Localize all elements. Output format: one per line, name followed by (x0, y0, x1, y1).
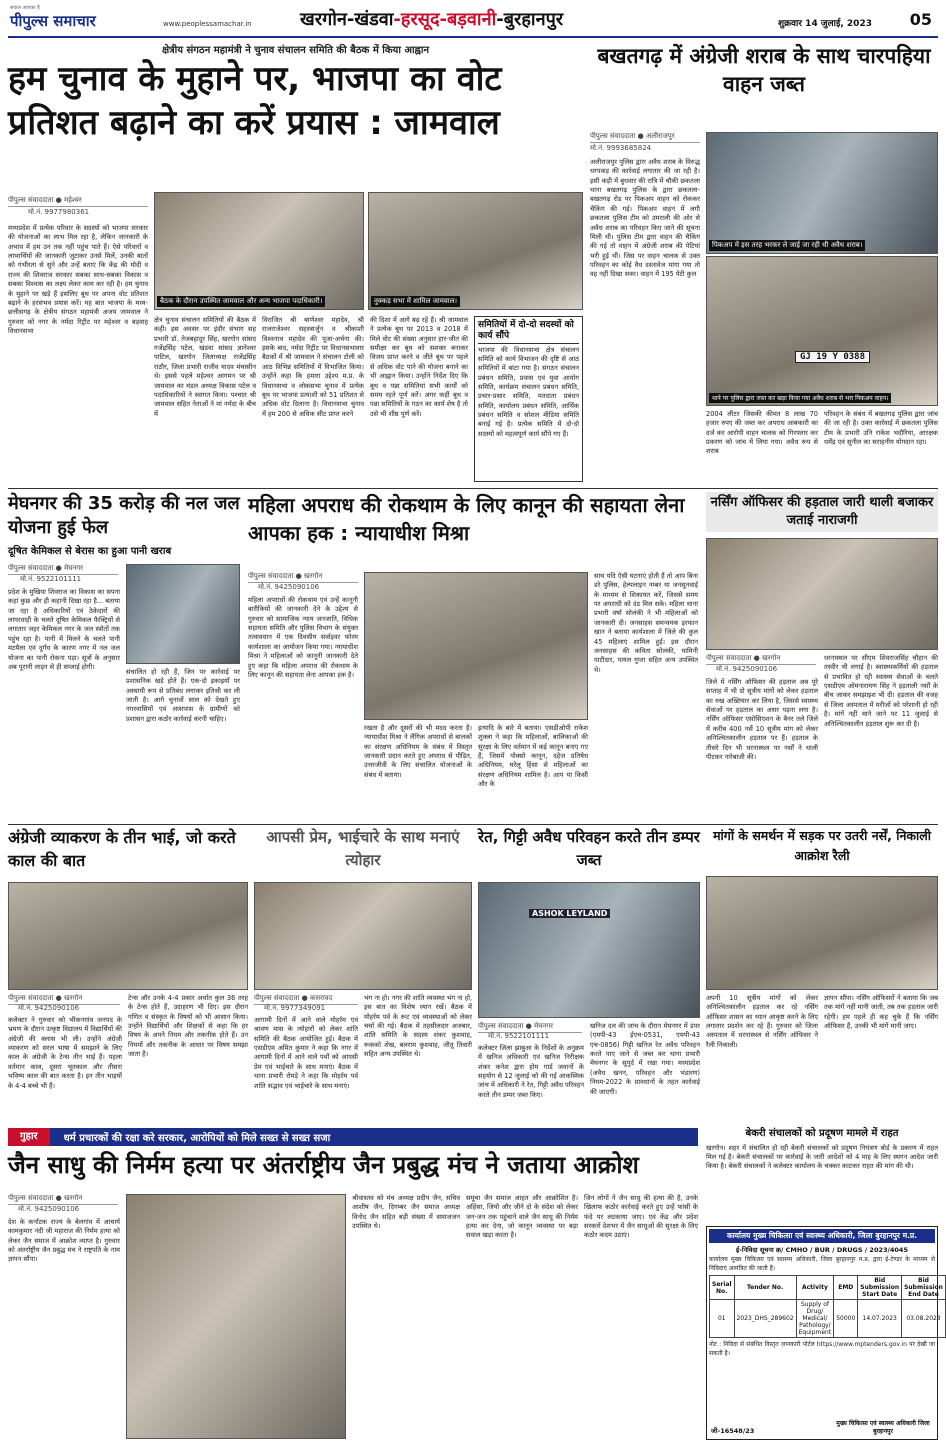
lead-mobile: मो.नं. 9977980361 (28, 208, 90, 216)
th-serial: Serial No. (710, 1276, 735, 1300)
jain-headline[interactable]: जैन साधु की निर्मम हत्या पर अंतर्राष्ट्रीय जैन प्रबुद्ध मंच ने जताया आक्रोश (8, 1151, 639, 1179)
lead-sidebox (474, 316, 583, 482)
lead-headline[interactable]: हम चुनाव के मुहाने पर, भाजपा का वोट प्रतिशत बढ़ाने का करें प्रयास : जामवाल (8, 59, 502, 143)
guhar-text: धर्म प्रचारकों की रक्षा करे सरकार, आरोपियों को मिले सख्त से सख्त सजा (63, 1133, 331, 1144)
rally-text: अपनी 10 सूत्रीय मांगों को लेकर अनिश्चितकालीन हड़ताल कर रहे नर्सिंग ऑफिसर शासन का ध्यान आकृष्ट करने के लिए लगातार प्रदर्शन कर रहे हैं। गुरुवार को जिला अस्पताल में धरनास्थल से नर्सिंग ऑफिसर ने रैली निकाली। (706, 994, 818, 1049)
tender-sign: मुख्य चिकित्सा एवं स्वास्थ्य अधिकारी जिला बुरहानपुर (836, 1420, 930, 1435)
bakery-story (706, 1128, 938, 1224)
td-start: 14.07.2023 (858, 1300, 902, 1338)
court-col-3: इत्यादि के बारे में बताया। एसडीओपी राकेश शुक्ला ने कहा कि महिलाओं, बालिकाओं की सुरक्षा के लिए वर्तमान में कई कानून बनाए गए हैं, जिसमें पोक्सो कानून, दहेज प्रतिषेध अधिनियम, घरेलू हिंसा से महिलाओं का संरक्षण अधिनियम शामिल है। आप या किसी और के (478, 724, 588, 789)
grammar-headline[interactable]: अंग्रेजी व्याकरण के तीन भाई, जो करते काल की बात (8, 828, 236, 871)
rally-story (706, 826, 938, 1126)
lead-kicker: क्षेत्रीय संगठन महामंत्री ने चुनाव संचालन समिति की बैठक में किया आह्वान (161, 45, 430, 56)
tender-code: जी-16548/23 (711, 1427, 755, 1435)
peace-mobile: मो.नं. 9977349091 (264, 1004, 326, 1012)
truck-brand: ASHOK LEYLAND (529, 909, 610, 918)
th-end: Bid Submission End Date (902, 1276, 946, 1300)
nurse-text: जिले में नर्सिंग ऑफिसर की हड़ताल अब पूरे सप्ताह में भी दो सूत्रीय मांगों को लेकर हड़ताल का रुख अख्तियार कर लिया है, जिससे स्वास्थ्य सेवाओं पर हड़ताल का असर पड़ना लगा है। नर्सिंग ऑफिसर एसोसिएशन के बैनर तले जिले में करीब 400 नर्से 10 सूत्रीय मांग को लेकर अनिश्चितकालीन हड़ताल पर हैं। हड़ताल के तीसरे दिन भी धरनास्थल पर नर्सों ने थाली पीटकर नारेबाजी की। (706, 678, 818, 761)
th-tender: Tender No. (734, 1276, 796, 1300)
court-byline: पीपुल्स संवाददाता ● खरगोन (248, 572, 358, 583)
region-burhanpur: बुरहानपुर (503, 9, 564, 30)
td-tender: 2023_DHS_289602 (734, 1300, 796, 1338)
td-serial: 01 (710, 1300, 735, 1338)
region-barwani: बड़वानी (447, 9, 497, 30)
liquor-text: अलीराजपुर पुलिस द्वारा अवैध शराब के विरुद्ध धरपकड़ की कार्रवाई लगातार की जा रही है। इसी कड़ी में बुधवार की रात्रि में चौकी छकतला थाना बखतगढ़ पुलिस के द्वारा छकतला-बखतगढ़ रोड पर पिकअप वाहन को रोककर चैकिंग की गई। पिकअप वाहन में लगी छकतला पुलिस टीम को उमराली की ओर से अवैध शराब का परिवहन किए जाने की सूचना मिली थी। पुलिस टीम द्वारा वाहन की चैकिंग की गई तो वाहन में अंग्रेजी शराब की पेटियां भरी हुई थीं। जिस पर वाहन चालक से उक्त परिवहन का कोई वैध दस्तावेज मांगा गया तो वह नहीं दिखा सका। वाहन में 195 पेटी कुल (590, 158, 700, 279)
megh-byline: पीपुल्स संवाददाता ● मेघनगर (8, 564, 118, 575)
liquor-photo-vehicle[interactable] (706, 256, 938, 406)
lead-box-text: भाजपा की विधानसभा क्षेत्र संचालन समिति को कार्य विभाजन की दृष्टि से आठ समितियों में बांटा गया है। संगठन संचालन प्रबंधन समिति, प्रवास एवं युवा आयोग समिति, कार्यक्रम संचालन प्रबंधन समिति, प्रचार-प्रसार समिति, मतदाता प्रबंधन समिति, कार्यालय प्रबंधन समिति, आर्थिक प्रबंधन समिति व सोशल मीडिया समिति बनाई गई है। प्रत्येक समिति में दो-दो सदस्यों को महत्वपूर्ण कार्य सौंपे गए हैं। (478, 345, 579, 438)
jain-col-2: श्रीवास्तव को मंच अध्यक्ष प्रदीप जैन, सचिव आशीष जैन, दिगम्बर जैन समाज अध्यक्ष विनोद जैन सहित बड़ी संख्या में समाजजन उपस्थित थे। (352, 1194, 460, 1231)
jain-byline: पीपुल्स संवाददाता ● खरगोन (8, 1194, 118, 1205)
tender-desc: कार्यालय मुख्य चिकित्सा एवं स्वास्थ्य अधिकारी, जिला बुरहानपुर म.प्र. द्वारा ई-टेण्डर के माध्यम से निविदाएं आमंत्रित की जाती हैं। (709, 1256, 935, 1272)
tender-table (709, 1275, 946, 1338)
liquor-text-3: परिवहन के संबंध में बखतगढ़ पुलिस द्वारा जांच की जा रही है। उक्त कार्रवाई में छकतला पुलिस टीम के प्रभारी उनि राकेश भदौरिया, आरक्षक धर्मेंद्र एवं सुनील का सराहनीय योगदान रहा। (824, 410, 938, 447)
region-khargone: खरगोन (300, 9, 347, 30)
tender-notice (706, 1226, 943, 1440)
logo-tagline: सवाल आपका है (10, 5, 40, 11)
grammar-mobile: मो.नं. 9425090106 (18, 1004, 80, 1012)
tender-table-header (710, 1276, 946, 1300)
sand-mobile: मो.नं. 9522101111 (488, 1032, 550, 1040)
rally-photo-nurses[interactable] (706, 876, 938, 990)
nurse-text-2: धरनास्थल पर सीएम शिवराजसिंह चौहान की तस्वीर भी लगाई है। स्वास्थ्यकर्मियों की हड़ताल से प्रभावित हो रही स्वास्थ्य सेवाओं के चलते एसडीएम ओमनारायण सिंह ने इड़ताली नर्सों के बीच जाकर समझाइश भी दी। हड़ताल की वजह से जिला अस्पताल में मरीजों को परेशानी हो रही है। मांगें नहीं माने जाने पर 11 जुलाई से अनिश्चितकालीन हड़ताल शुरू कर दी है। (824, 654, 938, 728)
liquor-byline: पीपुल्स संवाददाता ● अलीराजपुर (590, 132, 700, 143)
logo[interactable] (8, 5, 158, 32)
lead-story (8, 42, 583, 482)
lead-col-2: क्षेत्र चुनाव संचालन समितियों की बैठक में कही। इस अवसर पर इंदौर संभाग सह प्रभारी डॉ. तेजबहादुर सिंह, खरगोन सांसद गजेंद्रसिंह पटेल, खंडवा सांसद ज्ञानेश्वर पाटिल, खरगोन जिलाध्यक्ष राजेंद्रसिंह राठौर, जिला प्रभारी राजीव यादव मंचासीन थे। इससे पहले महेश्वर आगमन पर श्री जामवाल का मंडल अध्यक्ष विकास पटेल व पदाधिकारियों ने स्वागत किया। पश्चात श्री जामवाल सहित नेताओं ने मां नर्मदा के बीच में (154, 316, 256, 418)
nurse-byline: पीपुल्स संवाददाता ● खरगोन (706, 654, 816, 665)
tender-note[interactable]: नोट : निविदा से संबंधित विस्तृत जानकारी पोर्टल https://www.mptenders.gov.in पर देखी जा सकती है। (709, 1341, 935, 1357)
sand-text-2: खनिज दल की जांच के दौरान मेघनगर में डंपर (एमपी-43 ईएच-0531, एमपी-43 एच-0856) गिट्टी खनिज रेत अवैध परिवहन करते पाए जाने से जब्त कर थाना प्रभारी मेघनगर के सुपुर्द में रखा गया। मध्यप्रदेश (अवैध खनन, परिवहन और भंडारण) नियम-2022 के प्रावधानों के तहत कार्रवाई की जाएगी। (590, 1022, 700, 1096)
court-col-1: महिला अपराधों की रोकथाम एवं उन्हें कानूनी बारीकियों की जानकारी देने के उद्देश्य से गुरुवार को सामाजिक न्याय जनजाति, विधिक सहायता समिति और पुलिस विभाग के संयुक्त तत्वावधान में एक दिवसीय सर्वाइवर फोरम कार्यशाला का आयोजन किया गया। न्यायाधीश मिश्रा ने महिलाओं को कानूनी जानकारी देते हुए कहा कि महिला अपराध की रोकथाम के लिए कानून की सहायता लेना आपका हक है। (248, 596, 358, 679)
grammar-photo-class[interactable] (8, 882, 248, 990)
court-mobile: मो.नं. 9425090106 (258, 583, 320, 591)
lead-box-title: समितियों में दो-दो सदस्यों को कार्य सौंपे (478, 320, 579, 344)
peace-headline[interactable]: आपसी प्रेम, भाईचारे के साथ मनाएं त्योहार (266, 828, 460, 869)
court-headline[interactable]: महिला अपराध की रोकथाम के लिए कानून की सहायता लेना आपका हक : न्यायाधीश मिश्रा (248, 493, 685, 545)
bakery-headline[interactable]: बेकरी संचालकों को प्रदूषण मामले में राहत (745, 1128, 899, 1139)
liquor-caption-2: थाने पर पुलिस द्वारा जब्त कर खड़ा किया गया अवैध शराब से भरा पिकअप वाहन। (709, 393, 891, 403)
court-photo-workshop[interactable] (364, 572, 588, 720)
court-col-4: साथ यदि ऐसी घटनाएं होती हैं तो आप बिना डरे पुलिस, हेल्पलाइन नम्बर या जनसुनवाई के माध्यम से शिकायत करें, जिससे समय पर अपराधी को दंड मिल सके। महिला थाना प्रभारी वर्षा सोलंकी ने भी महिलाओं को जानकारी दी। जनसाहस समन्वयक इरफान खान ने बताया कार्यशाला में जिले की कुल 45 महिलाएं शामिल हुईं। इस दौरान जनसाहस की कविता सोलंकी, यामिनी पाटीदार, पायल गुप्ता सहित अन्य उपस्थित थे। (594, 572, 698, 674)
lead-caption-1: बैठक के दौरान उपस्थित जामवाल और अन्य भाजपा पदाधिकारी। (157, 296, 325, 307)
sand-headline[interactable]: रेत, गिट्टी अवैध परिवहन करते तीन डम्पर जब्त (478, 828, 700, 869)
peace-text-2: भंग ना हो। नगर की शांति व्यवस्था भंग ना हो, इस बात का विशेष ध्यान रखें। बैठक में मोहर्रम पर्व के रूट एवं व्यवस्थाओं को लेकर चर्चा की गई। बैठक में तहसीलदार अजबार, शांति समिति के सदस्य शंकर कुशवाह, रूकको शेख, बलराम कुशवाह, जीतू तिवारी सहित अन्य उपस्थित थे। (364, 994, 472, 1059)
megh-mobile: मो.नं. 9522101111 (20, 575, 82, 583)
grammar-story (8, 826, 248, 1126)
jain-col-4: जिन लोगों ने जैन साधु की हत्या की है, उनके खिलाफ कठोर कार्रवाई करते हुए उन्हें फांसी के फंदे पर लटकाया जाए। एवं केंद्र और प्रदेश सरकारें देशभर में जैन साधुओं की सुरक्षा के लिए कठोर कदम उठाएं। (584, 1194, 698, 1240)
peace-text: आगामी दिनों में आने वाले मोहर्रम एवं श्रावण मास के त्योहारों को लेकर शांति समिति की बैठक आयोजित हुई। बैठक में एसडीएम अमित कुमार ने कहा कि नगर में आगामी दिनों में आने वाले पर्वों को आपसी प्रेम एवं भाईचारे के साथ मनाएं। बैठक में थाना प्रभारी रोमड़े ने कहा कि मोहर्रम पर्व शांति सद्भाव एवं भाईचारे के साथ मनाएं। (254, 1016, 358, 1090)
th-activity: Activity (796, 1276, 834, 1300)
sand-story (478, 826, 700, 1126)
peace-byline: पीपुल्स संवाददाता ● कसरावद (254, 994, 358, 1005)
megh-text-2: संचालित हो रही हैं, जिन पर कार्रवाई पर प्रशासनिक खड़े होते हैं। एक-दो इकाइयों पर अस्थायी रूप से प्रतिबंध लगाकर इतिश्री कर ली जाती है। आगे चुनावों साल को देखते हुए नगरवासियों एवं आसपास के ग्रामीणों को प्रशासन द्वारा कठोर कार्रवाई करनी चाहिए। (126, 668, 240, 723)
th-emd: EMD (834, 1276, 858, 1300)
region-strip: खरगोन-खंडवा-हरसूद-बड़वानी-बुरहानपुर (300, 9, 564, 30)
table-row (710, 1300, 946, 1338)
vehicle-plate: GJ 19 Y 0388 (795, 351, 870, 363)
liquor-caption-1: पिकअप में इस तरह भरकर ले जाई जा रही थी अवैध शराब। (709, 240, 865, 251)
nurse-headline[interactable]: नर्सिंग ऑफिसर की हड़ताल जारी थाली बजाकर जताई नाराजगी (706, 492, 938, 532)
masthead (8, 6, 938, 38)
sand-byline: पीपुल्स संवाददाता ● मेघनगर (478, 1022, 582, 1033)
megh-subhead: दूषित केमिकल से बेरास का हुआ पानी खराब (8, 546, 172, 557)
region-harsud: हरसूद (400, 9, 440, 30)
lead-byline: पीपुल्स संवाददाता ● महेश्वर (8, 196, 148, 207)
lead-col-4: की दिशा में आगे बढ़ रहे हैं। श्री जामवाल ने प्रत्येक बूथ पर 2013 व 2018 में मिले वोट की संख्या अनुसार हार-जीत की समीक्षा कर बूथ को सशक्त बनाकर विजय प्राप्त करने व जीते बूथ पर पहले से अधिक वोट पाने की योजना बनाने का भी आह्वान किया। उन्होंने निर्देश दिए कि बूथ व पन्ना समितियां सभी कार्यों को समय रहते पूर्ण करें। अगर कहीं बूथ व पन्ना समितियों के गठन का कार्य शेष है तो उसे भी शीघ्र पूर्ण करें। (370, 316, 468, 418)
lead-photo-meeting[interactable] (154, 192, 364, 310)
rally-text-2: ज्ञापन सौंपा। नर्सिंग ऑफिसरों ने बताया कि जब तक मांगें नहीं मानी जाती, तब तक हड़ताल जारी रहेगी। हम पहले ही कह चुके हैं कि नर्सिंग ऑफिसर हैं, उनकी भी मांगें मानी जाए। (824, 994, 938, 1031)
sand-text: कलेक्टर जिला झाबुआ के निर्देशों के अनुक्रम में खनिज अधिकारी एवं खनिज निरीक्षक शंकर कनेश द्वारा होम गार्ड जवानों के सहयोग से 12 जुलाई को की गई आकस्मिक जांच में अधिकारी ने रेत, गिट्टी अवैध परिवहन करते तीन डम्पर जब्त किए। (478, 1044, 584, 1099)
jain-mobile: मो.नं. 9425090106 (18, 1205, 80, 1213)
page-number: 05 (909, 10, 932, 29)
jain-col-3: समूचा जैन समाज आहत और आक्रोशित है। अहिंसा, जियो और जीने दो के संदेश को लेकर जन-जन तक पहुंचाने वाले जैन साधु की निर्मम हत्या कर देना, जो कानून व्यवस्था पर बड़ा सवाल खड़ा करता है। (466, 1194, 578, 1240)
lead-photo-sabha[interactable] (368, 192, 583, 310)
megh-story (8, 492, 240, 827)
tender-title: कार्यालय मुख्य चिकित्सा एवं स्वास्थ्य अधिकारी, जिला बुरहानपुर म.प्र. (709, 1229, 935, 1243)
jain-photo-memorandum[interactable] (126, 1194, 346, 1439)
nurse-mobile: मो.नं. 9425090106 (716, 665, 778, 673)
sand-photo-truck[interactable] (478, 882, 700, 1018)
grammar-text-2: टेन्स और उनके 4-4 प्रकार अर्थात कुल 36 तरह के टेन्स होते हैं, उदाहरण भी दिए। इस दौरान गणित व संस्कृत के विषयों को भी आसान किया। उन्होंने विद्यार्थियों और शिक्षकों से कहा कि हर विषय के अपने नियम और तकनीक होते हैं। उन नियमों और तकनीक के आधार पर विषय समझा जाता है। (128, 994, 248, 1059)
nurse-photo-thali[interactable] (706, 538, 938, 650)
jain-col-1: देश के कर्नाटक राज्य के बेलगांव में आचार्य कामकुमार नंदी जी महाराज की निर्मम हत्या को लेकर जैन समाज में आक्रोश व्याप्त है। गुरुवार को अंतर्राष्ट्रीय जैन प्रबुद्ध मंच ने राष्ट्रपति के नाम ज्ञापन सौंपा। (8, 1218, 120, 1264)
rally-headline[interactable]: मांगों के समर्थन में सड़क पर उतरी नर्सें, निकाली आक्रोश रैली (713, 828, 931, 863)
liquor-headline[interactable]: बखतगढ़ में अंग्रेजी शराब के साथ चारपहिया वाहन जब्त (597, 44, 931, 97)
lead-col-1: मध्यप्रदेश में प्रत्येक परिवार के सदस्यों को भाजपा सरकार की योजनाओं का लाभ मिल रहा है, लेकिन जानकारी के अभाव में हम उन तक नहीं पहुंच पाते हैं। ऐसे परिवारों व लाभार्थियों की जानकारी जुटाकर उनसे मिलें, उनकी बातों को गंभीरता से सुने और उन्हें बताएं कि केंद्र की मोदी व राज्य की शिवराज सरकार सबका साथ-सबका विकास व सबका विश्वास का लक्ष्य लेकर काम कर रही है। हम चुनाव के मुहाने पर खड़े हैं इसलिए बूथ पर अपना वोट प्रतिशत बढ़ाने के हरसंभव प्रयास करें। यह बात भाजपा के मध्य-छत्तीसगढ़ के क्षेत्रीय संगठन महामंत्री अजय जामवाल ने गुरुवार को नगर के नर्मदा रिट्रीट पर महेश्वर व बड़वाह विधानसभा (8, 224, 148, 335)
nurse-story (706, 492, 938, 822)
td-end: 03.08.2023 (902, 1300, 946, 1338)
guhar-label: गुहार (8, 1128, 50, 1146)
th-start: Bid Submission Start Date (858, 1276, 902, 1300)
megh-text: प्रदेश के मुखिया शिवराज का विकास का सपना कहां कुछ और ही कहानी दिखा रहा है... बताया जा रहा है अधिकारियों एवं ठेकेदारों की लापरवाही के चलते दूषित केमिकल फैक्ट्रियों से लगातार जहर केमिकल नगर के जल स्त्रोतों तक पहुंच रहा है। पानी में मिलने के चलते पानी मटमैला एवं दुर्गंध के कारण नगर में नल जल योजना का पानी रोकना पड़ा। सूत्रों के अनुसार अब पूरानी लाइन से ही सप्लाई होगी। (8, 588, 120, 671)
jain-story (8, 1150, 698, 1442)
tender-subtitle: ई-निविदा सूचना क्र/ CMHO / BUR / DRUGS / 2023/4045 (736, 1246, 908, 1254)
liquor-story (590, 42, 938, 490)
peace-story (254, 826, 472, 1126)
issue-date: शुक्रवार 14 जुलाई, 2023 (778, 19, 872, 29)
liquor-photo-pickup[interactable] (706, 132, 938, 254)
grammar-byline: पीपुल्स संवाददाता ● खरगोन (8, 994, 120, 1005)
megh-headline[interactable]: मेघनगर की 35 करोड़ की नल जल योजना हुई फेल (8, 493, 240, 539)
region-khandwa: खंडवा (354, 9, 394, 30)
lead-col-3: विराजित श्री बाणेश्वर महादेव, श्री राजराजेश्वर सहस्त्रार्जुन व श्रीकाशी विश्वनाथ महादेव की पूजा-अर्चना की। इसके बाद, नर्मदा रिट्रीट पर विधानसभावार बैठकों में श्री जामवाल ने संचालन टोली को आठ विभिन्न समितियों में विभाजित किया। उन्होंने कहा कि हमारा उद्देश्य म.प्र. के विधानसभा व लोकसभा चुनाव में प्रत्येक बूथ पर भाजपा प्रत्याशी को 51 प्रतिशत से अधिक वोट दिलाना है। विधानसभा चुनाव में हम 200 से अधिक सीट प्राप्त करने (262, 316, 364, 418)
liquor-mobile: मो.नं. 9993685824 (590, 144, 652, 152)
court-col-2: रखता है और दूसरों की भी मदद करता है। न्यायाधीश मिश्रा ने लैंगिक अपराधों से बालकों का संरक्षण अधिनियम के संबंध में विस्तृत जानकारी प्रदान करते हुए अपराध से पीड़ित, उत्तरजीवी के लिए संचालित योजनाओं के संबंध में बताया। (364, 724, 472, 779)
logo-text: पीपुल्स समाचार (10, 12, 96, 30)
bakery-text: खरगोन। शहर में संचालित हो रही बेकरी संचालकों को प्रदूषण नियंत्रण बोर्ड के प्रकरण में राहत मिल गई है। बेकरी संचालकों पर कार्रवाई के जारी आदेशों को 4 माह के लिए स्थगन आदेश जारी किया है। बेकरी संचालकों ने कलेक्टर कार्यालय के चक्कर काटकर राहत की मांग की थी। (706, 1143, 938, 1171)
peace-photo-meeting[interactable] (254, 882, 472, 990)
td-emd: 50000 (834, 1300, 858, 1338)
grammar-text: कलेक्टर ने गुरुवार को भीकनगांव जनपद के भ्रमण के दौरान उत्कृष्ट विद्यालय में विद्यार्थियों की अंग्रेजी की क्लास भी ली। उन्होंने अंग्रेजी व्याकरण को सरल भाषा में समझाने के लिए काल के अंग्रेजी के टेन्स तीन भाई हैं। पहला वर्तमान काल, दूसरा भूतकाल और तीसरा भविष्य काल की बात करता है। इन तीन भाइयों के 4-4 बच्चे भी हैं। (8, 1016, 122, 1090)
td-activity: Supply of Drug/ Medical/ Pathology/ Equipment (796, 1300, 834, 1338)
lead-caption-2: नुक्कड़ सभा में शामिल जामवाल। (371, 296, 460, 307)
site-url[interactable]: www.peoplessamachar.in (163, 20, 252, 28)
megh-photo-water[interactable] (126, 564, 240, 664)
liquor-text-2: 2004 लीटर जिसकी कीमत 8 लाख 70 हजार रुपए की जब्त कर अपराध आबकारी का दर्ज कर आरोपी वाहन चालक को गिरफ्तार कर प्रकरण को जांच में लिया गया। अवैध रूप से शराब (706, 410, 818, 456)
court-story (248, 492, 698, 827)
guhar-band (8, 1128, 698, 1146)
